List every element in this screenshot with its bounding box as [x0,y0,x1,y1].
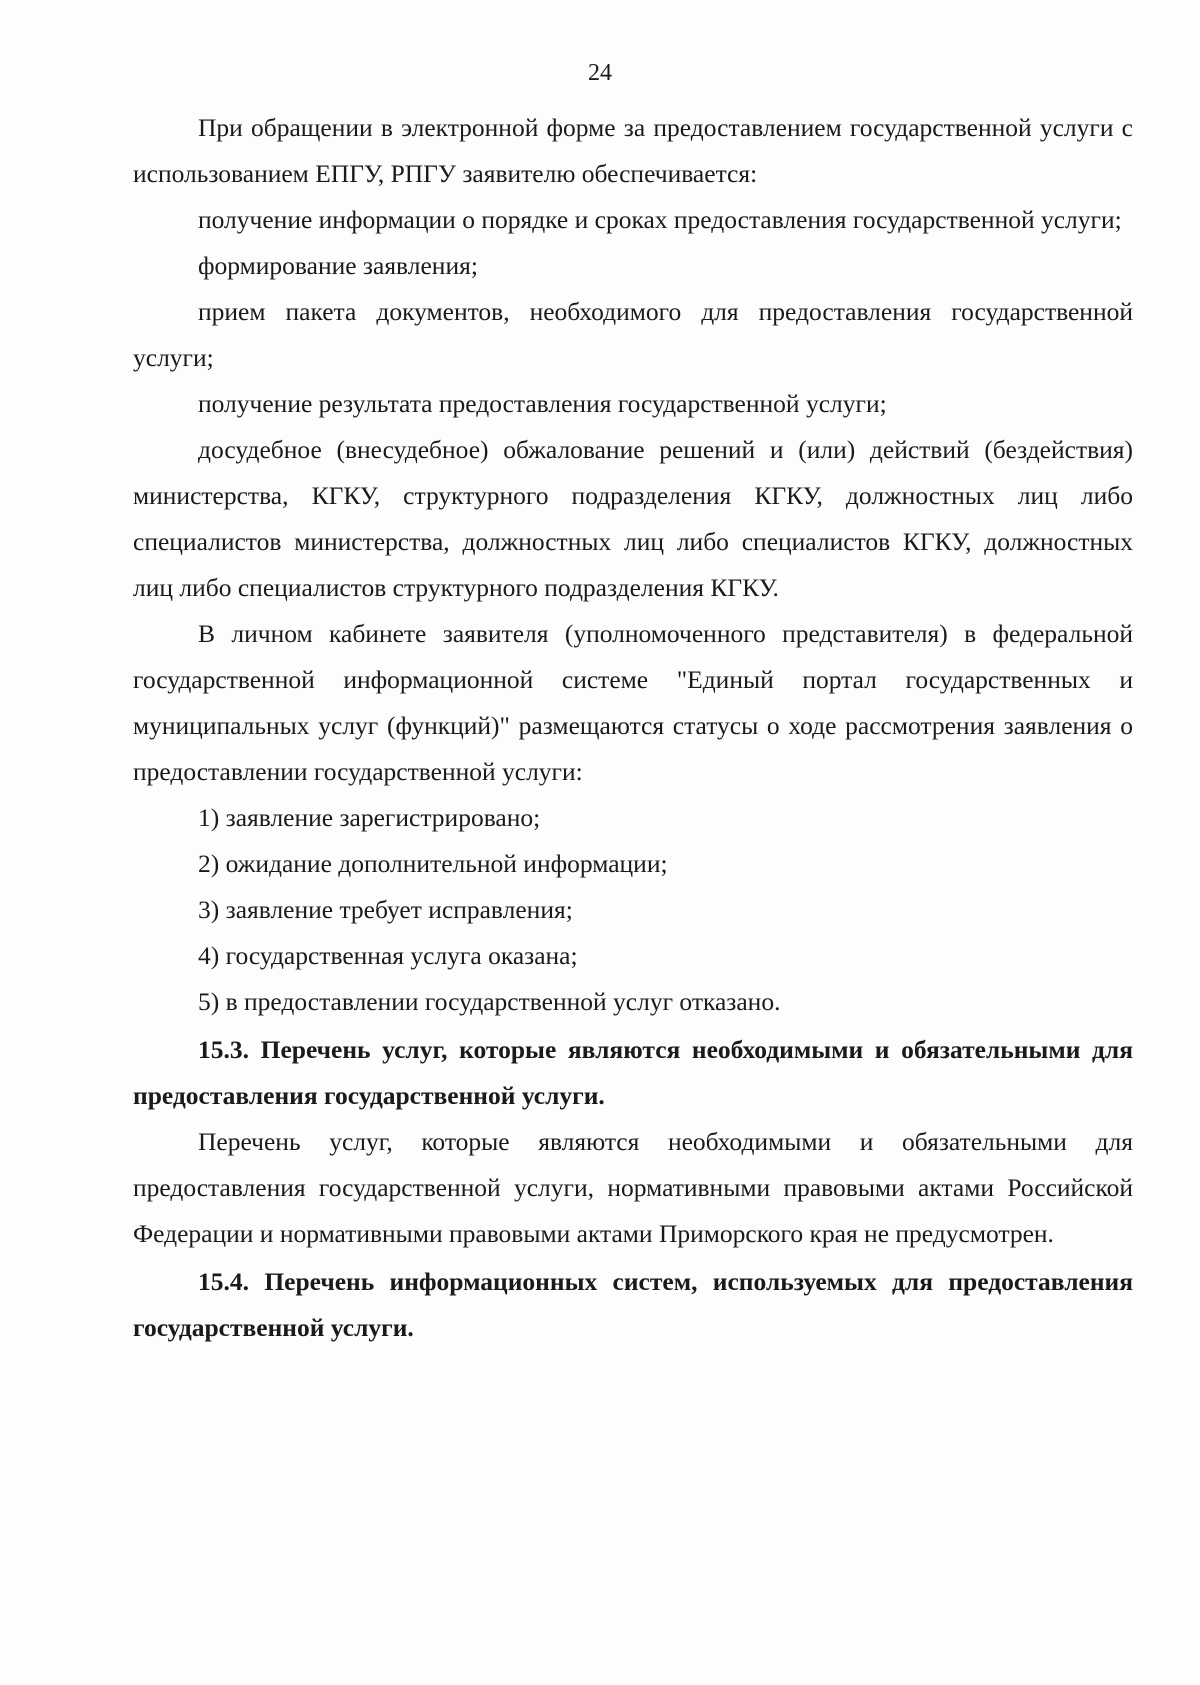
paragraph-appeal: досудебное (внесудебное) обжалование решений и (или) действий (бездействия) министерства, КГКУ, структурного подразделения КГКУ, должностных лиц либо специалистов министерства, должностных лиц либо специалистов КГКУ, должностных лиц либо специалистов структурного подразделения КГКУ. [133,435,1133,602]
section-heading-15-3: 15.3. Перечень услуг, которые являются необходимыми и обязательными для предоставления государственной услуги. [133,1035,1133,1110]
document-body [133,105,1133,1351]
status-item-5: 5) в предоставлении государственной услуг отказано. [198,987,781,1016]
paragraph-services-list: Перечень услуг, которые являются необходимыми и обязательными для предоставления государственной услуги, нормативными правовыми актами Российской Федерации и нормативными правовыми актами Приморского края не предусмотрен. [133,1127,1133,1248]
paragraph-form-application: формирование заявления; [198,251,478,280]
status-item-4: 4) государственная услуга оказана; [198,941,578,970]
page-number: 24 [588,60,612,86]
section-heading-15-4: 15.4. Перечень информационных систем, используемых для предоставления государственной услуги. [133,1267,1133,1342]
paragraph-intro: При обращении в электронной форме за предоставлением государственной услуги с использованием ЕПГУ, РПГУ заявителю обеспечивается: [133,113,1133,188]
status-item-2: 2) ожидание дополнительной информации; [198,849,668,878]
paragraph-info-receipt: получение информации о порядке и сроках предоставления государственной услуги; [198,205,1122,234]
paragraph-documents-receipt: прием пакета документов, необходимого для предоставления государственной услуги; [133,297,1133,372]
paragraph-personal-account: В личном кабинете заявителя (уполномоченного представителя) в федеральной государственной информационной системе "Единый портал государственных и муниципальных услуг (функций)" размещаются статусы о ходе рассмотрения заявления о предоставлении государственной услуги: [133,619,1133,786]
status-item-1: 1) заявление зарегистрировано; [198,803,541,832]
paragraph-result-receipt: получение результата предоставления государственной услуги; [198,389,887,418]
status-item-3: 3) заявление требует исправления; [198,895,573,924]
